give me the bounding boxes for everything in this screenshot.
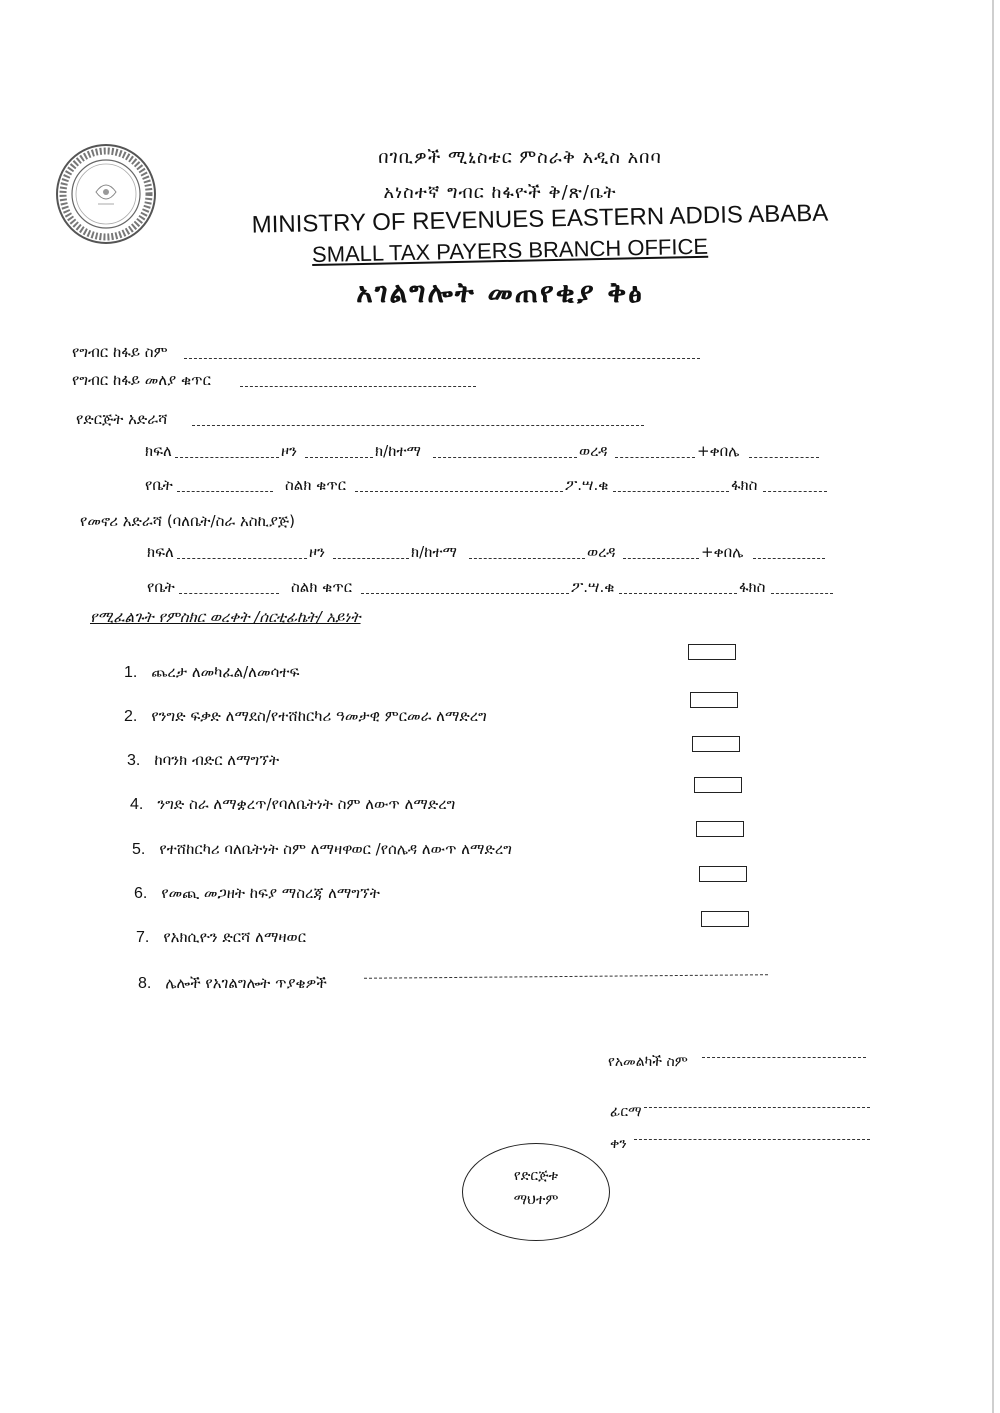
org-address-row [76,410,656,434]
res-woreda-field[interactable] [623,558,699,559]
res-house-field[interactable] [179,593,279,594]
org-subcity-field[interactable] [433,457,577,458]
service-num: 1. [124,664,138,681]
certificate-type-heading: የሚፈልጉት የምስክር ወረቀት /ሰርቲፊኬት/ አይነት [90,608,361,626]
service-label: ከባንክ ብድር ለማግኘት [154,751,280,769]
org-city-field[interactable] [175,457,279,458]
res-city-field[interactable] [177,558,307,559]
branch-amharic: አነስተኛ ግብር ከፋዮች ቅ/ጽ/ቤት [383,182,617,203]
residence-address-line1 [147,543,837,567]
res-pobox-label: ፖ.ሣ.ቁ [571,578,615,596]
service-2-checkbox[interactable] [690,692,738,708]
service-label: የአክሲዮን ድርሻ ለማዛወር [163,928,307,946]
service-num: 4. [130,796,144,813]
org-address-line1 [145,442,835,466]
org-pobox-field[interactable] [613,491,729,492]
service-num: 8. [138,975,152,992]
res-kebele-field[interactable] [753,558,825,559]
res-city-label: ክፍለ [147,543,174,561]
signature-field[interactable] [644,1107,870,1108]
residence-label: የመኖሪ አድራሻ (ባለቤት/ስራ አስኪያጅ) [80,512,295,530]
stamp-line1: የድርጅቱ [513,1168,559,1184]
org-address-field[interactable] [192,425,644,426]
service-label: ጨረታ ለመካፈል/ለመሳተፍ [151,663,300,681]
res-phone-label: ስልክ ቁጥር [291,578,353,596]
res-kebele-label: +ቀበሌ [701,543,744,561]
form-title: አገልግሎት መጠየቂያ ቅፅ [356,276,644,309]
service-item-2 [124,707,487,726]
applicant-name-field[interactable] [702,1057,866,1058]
signature-label: ፊርማ [610,1104,642,1120]
org-fax-label: ፋክስ [731,476,758,494]
service-6-checkbox[interactable] [699,866,747,882]
taxpayer-name-label: የግብር ከፋይ ስም [72,343,168,361]
service-num: 5. [132,841,146,858]
residence-address-line2 [147,578,837,602]
tin-field[interactable] [240,386,476,387]
tin-row [72,371,492,395]
service-label: የመጪ መጋዘት ከፍያ ማስረጃ ለማግኘት [161,884,380,902]
residence-row [80,512,480,536]
service-item-8 [138,974,327,993]
taxpayer-name-field[interactable] [184,358,700,359]
org-city-label: ክፍለ [145,442,172,460]
company-stamp-area [462,1143,610,1241]
res-pobox-field[interactable] [619,593,737,594]
org-kebele-label: +ቀበሌ [697,442,740,460]
service-label: ሌሎች የአገልግሎት ጥያቄዎች [165,974,327,992]
date-label: ቀን [610,1136,627,1152]
branch-english-text: SMALL TAX PAYERS BRANCH OFFICE [311,233,709,268]
res-zone-field[interactable] [333,558,409,559]
service-7-checkbox[interactable] [701,911,749,927]
service-item-3 [127,751,279,770]
service-item-6 [134,884,380,903]
res-subcity-label: ክ/ከተማ [411,543,458,561]
service-label: የንግድ ፍቃድ ለማደስ/የተሸከርካሪ ዓመታዊ ምርመራ ለማድረግ [151,707,487,725]
res-fax-field[interactable] [771,593,833,594]
applicant-name-row [608,1054,872,1078]
org-address-label: የድርጅት አድራሻ [76,410,168,428]
org-house-field[interactable] [177,491,273,492]
org-house-label: የቤት [145,476,173,494]
signature-row [610,1104,874,1128]
org-woreda-label: ወረዳ [579,442,608,460]
taxpayer-name-row [72,343,712,367]
org-address-line2 [145,476,835,500]
stamp-line2: ማህተም [513,1192,559,1208]
other-requests-field[interactable] [364,974,768,979]
tin-label: የግብር ከፋይ መለያ ቁጥር [72,371,211,389]
service-3-checkbox[interactable] [692,736,740,752]
org-phone-field[interactable] [355,491,563,492]
org-subcity-label: ክ/ከተማ [375,442,422,460]
org-fax-field[interactable] [763,491,827,492]
res-house-label: የቤት [147,578,175,596]
service-5-checkbox[interactable] [696,821,744,837]
service-num: 2. [124,708,138,725]
org-zone-field[interactable] [305,457,373,458]
ministry-english: MINISTRY OF REVENUES EASTERN ADDIS ABABA [251,199,829,239]
org-pobox-label: ፖ.ሣ.ቁ [565,476,609,494]
res-fax-label: ፋክስ [739,578,766,596]
org-woreda-field[interactable] [615,457,695,458]
org-kebele-field[interactable] [749,457,819,458]
date-row [610,1136,874,1160]
service-1-checkbox[interactable] [688,644,736,660]
service-item-7 [136,928,306,947]
service-num: 6. [134,885,148,902]
res-zone-label: ዞን [309,543,326,561]
service-label: የተሸከርካሪ ባለቤትነት ስም ለማዛዋወር /የሰሌዳ ለውጥ ለማድረግ [159,840,512,858]
res-woreda-label: ወረዳ [587,543,616,561]
res-subcity-field[interactable] [469,558,585,559]
service-item-5 [132,840,512,859]
applicant-name-label: የአመልካች ስም [608,1054,688,1070]
service-label: ንግድ ስራ ለማቋረጥ/የባለቤትነት ስም ለውጥ ለማድረግ [157,795,456,813]
date-field[interactable] [634,1139,870,1140]
res-phone-field[interactable] [361,593,569,594]
service-4-checkbox[interactable] [694,777,742,793]
service-num: 3. [127,752,141,769]
ministry-amharic: በገቢዎች ሚኒስቴር ምስራቅ አዲስ አበባ [378,147,662,168]
service-item-4 [130,795,455,814]
org-phone-label: ስልክ ቁጥር [285,476,347,494]
service-num: 7. [136,929,150,946]
service-item-1 [124,663,299,682]
org-zone-label: ዞን [281,442,298,460]
